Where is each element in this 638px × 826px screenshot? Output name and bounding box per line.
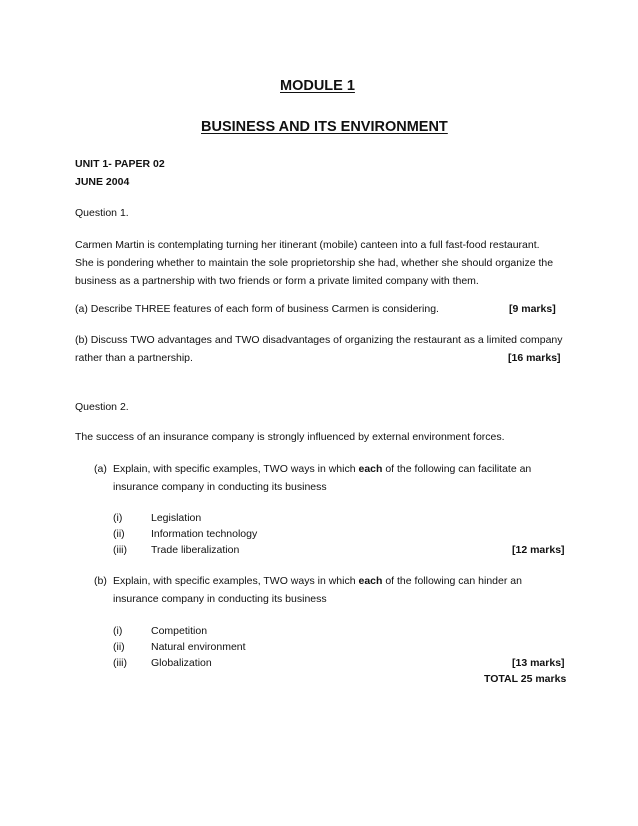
module-title: MODULE 1	[280, 78, 355, 94]
question-2b-item-1-num: (i)	[113, 625, 123, 637]
question-1a-text: (a) Describe THREE features of each form of business Carmen is considering.	[75, 303, 439, 315]
question-2b-marks: [13 marks]	[512, 657, 565, 669]
question-2a-line-2: insurance company in conducting its business	[113, 481, 327, 493]
section-title: BUSINESS AND ITS ENVIRONMENT	[201, 119, 448, 135]
question-2a-item-2-text: Information technology	[151, 528, 258, 540]
question-2a-marks: [12 marks]	[512, 544, 565, 556]
question-2b-text-before: Explain, with specific examples, TWO ways in which	[113, 575, 359, 587]
scenario-line: business as a partnership with two friends or form a private limited company with them.	[75, 275, 479, 287]
question-2a-item-2-num: (ii)	[113, 528, 125, 540]
scenario-line: She is pondering whether to maintain the sole proprietorship she had, whether she should organize the	[75, 257, 554, 269]
question-2b-item-2-text: Natural environment	[151, 641, 246, 653]
question-2a-label: (a)	[94, 463, 107, 475]
exam-date: JUNE 2004	[75, 176, 130, 188]
question-2a-item-1-num: (i)	[113, 512, 123, 524]
question-2b-item-3-text: Globalization	[151, 657, 212, 669]
question-2b-label: (b)	[94, 575, 107, 587]
question-2b-item-2-num: (ii)	[113, 641, 125, 653]
question-2b-item-1-text: Competition	[151, 625, 208, 637]
question-1-heading: Question 1.	[75, 207, 129, 219]
question-2b-line-2: insurance company in conducting its business	[113, 593, 327, 605]
question-2a-text-after: of the following can facilitate an	[382, 463, 532, 475]
question-2a-text-before: Explain, with specific examples, TWO ways in which	[113, 463, 359, 475]
question-2-total-marks: TOTAL 25 marks	[484, 673, 567, 685]
question-1a-marks: [9 marks]	[509, 303, 556, 315]
question-2-heading: Question 2.	[75, 401, 129, 413]
question-2b-emphasis: each	[358, 575, 383, 587]
question-1b-line-1: (b) Discuss TWO advantages and TWO disadvantages of organizing the restaurant as a limited company	[75, 334, 563, 346]
question-1b-line-2: rather than a partnership.	[75, 352, 193, 364]
question-1-scenario	[75, 236, 553, 290]
unit-label: UNIT 1- PAPER 02	[75, 158, 165, 170]
question-2-intro: The success of an insurance company is strongly influenced by external environment forces.	[75, 431, 505, 443]
question-2a-item-3-text: Trade liberalization	[151, 544, 240, 556]
question-2b-text-after: of the following can hinder an	[382, 575, 522, 587]
scenario-line: Carmen Martin is contemplating turning her itinerant (mobile) canteen into a full fast-food restaurant.	[75, 239, 540, 251]
question-1b-marks: [16 marks]	[508, 352, 561, 364]
question-2a-emphasis: each	[358, 463, 383, 475]
question-2b-line-1	[113, 575, 522, 587]
question-2b-item-3-num: (iii)	[113, 657, 127, 669]
question-2a-item-3-num: (iii)	[113, 544, 127, 556]
question-2a-line-1	[113, 463, 531, 475]
question-2a-item-1-text: Legislation	[151, 512, 202, 524]
